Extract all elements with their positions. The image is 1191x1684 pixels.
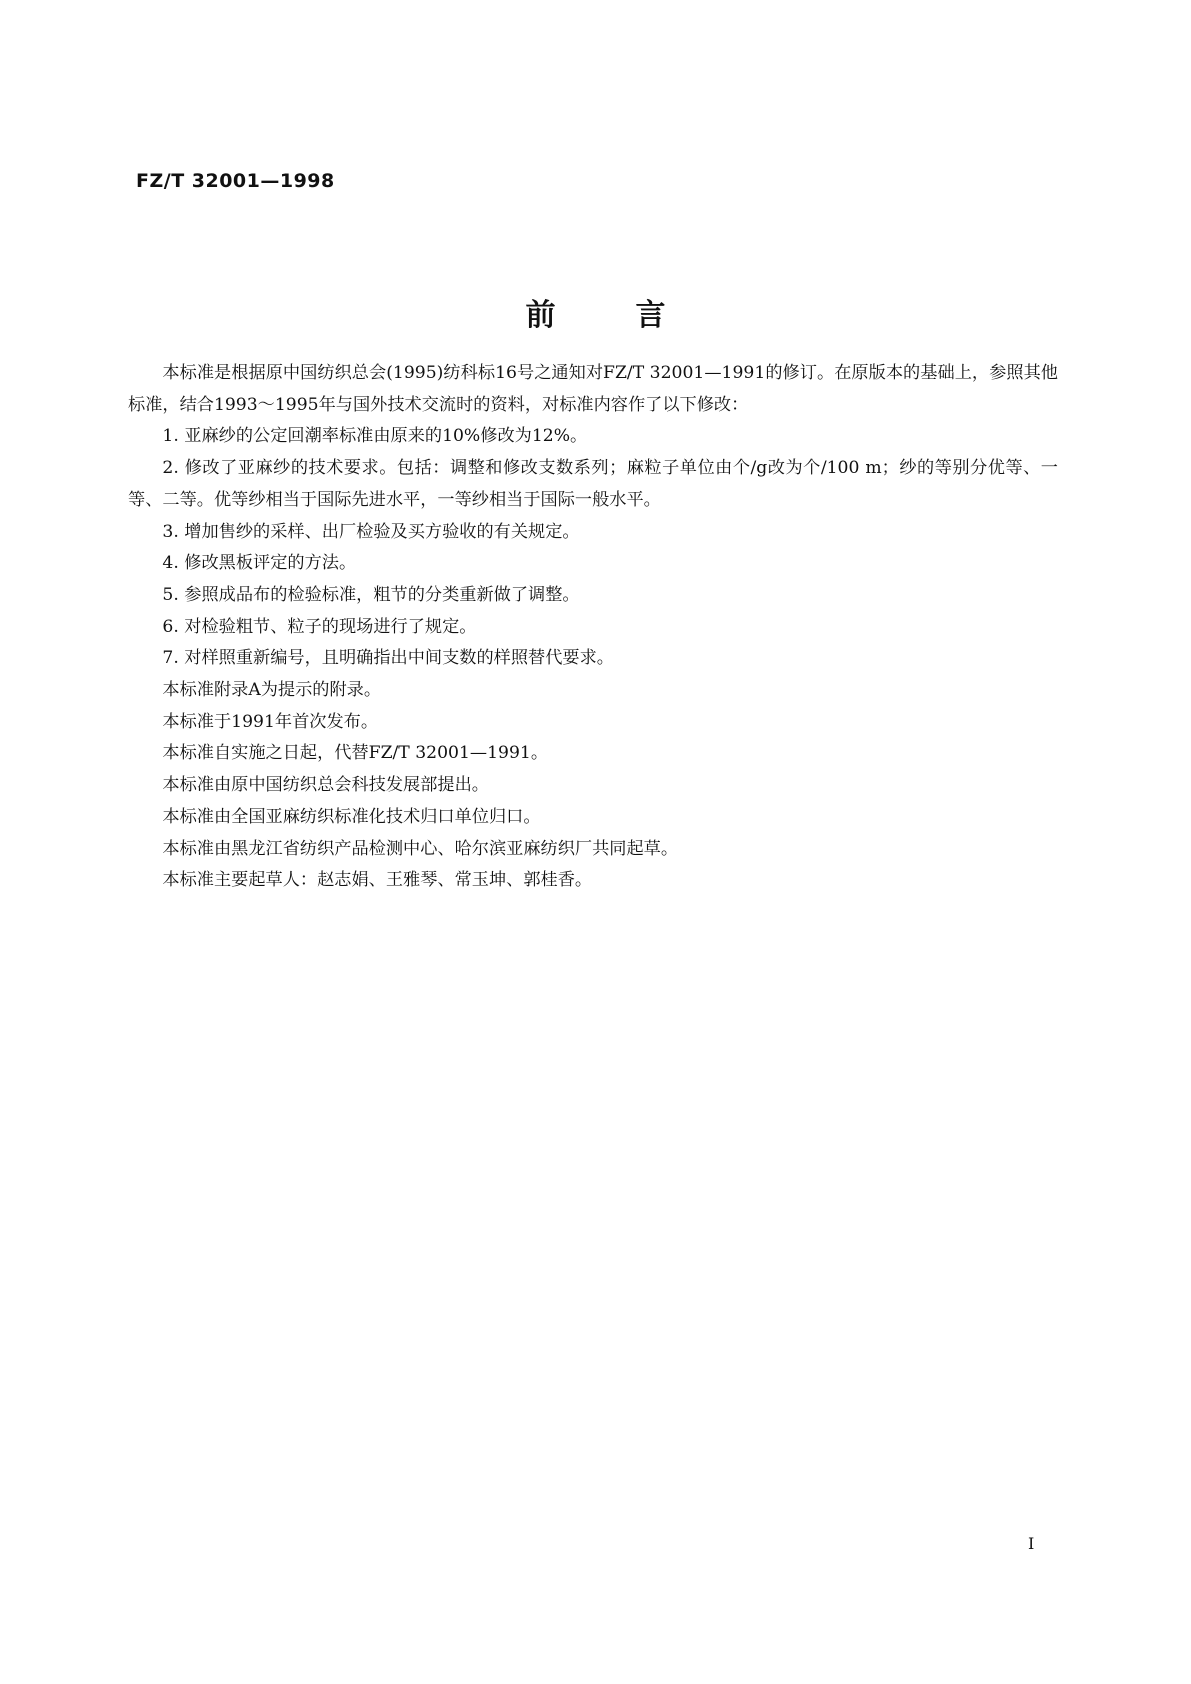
page-title: 前言 (525, 298, 746, 333)
paragraph: 本标准附录A为提示的附录。 (162, 680, 382, 701)
paragraph: 1. 亚麻纱的公定回潮率标准由原来的10%修改为12%。 (162, 426, 588, 447)
standard-number: FZ/T 32001—1998 (136, 170, 335, 192)
paragraph: 本标准由黑龙江省纺织产品检测中心、哈尔滨亚麻纺织厂共同起草。 (162, 838, 679, 859)
paragraph: 7. 对样照重新编号，且明确指出中间支数的样照替代要求。 (162, 648, 614, 669)
paragraph: 5. 参照成品布的检验标准，粗节的分类重新做了调整。 (162, 584, 580, 605)
paragraph: 本标准由全国亚麻纺织标准化技术归口单位归口。 (162, 806, 541, 827)
page-number: I (1028, 1534, 1035, 1553)
foreword-body (128, 358, 1058, 897)
paragraph: 本标准主要起草人：赵志娟、王雅琴、常玉坤、郭桂香。 (162, 870, 593, 891)
paragraph: 本标准是根据原中国纺织总会(1995)纺科标16号之通知对FZ/T 32001—1991的修订。在原版本的基础上，参照其他标准，结合1993～1995年与国外技术交流时的资料，对标准内容作了以下修改： (128, 363, 1058, 415)
paragraph: 本标准由原中国纺织总会科技发展部提出。 (162, 775, 489, 796)
paragraph: 6. 对检验粗节、粒子的现场进行了规定。 (162, 616, 477, 637)
paragraph: 3. 增加售纱的采样、出厂检验及买方验收的有关规定。 (162, 521, 580, 542)
paragraph: 4. 修改黑板评定的方法。 (162, 553, 357, 574)
paragraph: 本标准自实施之日起，代替FZ/T 32001—1991。 (162, 743, 549, 764)
paragraph: 本标准于1991年首次发布。 (162, 711, 379, 732)
paragraph: 2. 修改了亚麻纱的技术要求。包括：调整和修改支数系列；麻粒子单位由个/g改为个/100 m；纱的等别分优等、一等、二等。优等纱相当于国际先进水平，一等纱相当于国际一般水平。 (128, 458, 1058, 510)
